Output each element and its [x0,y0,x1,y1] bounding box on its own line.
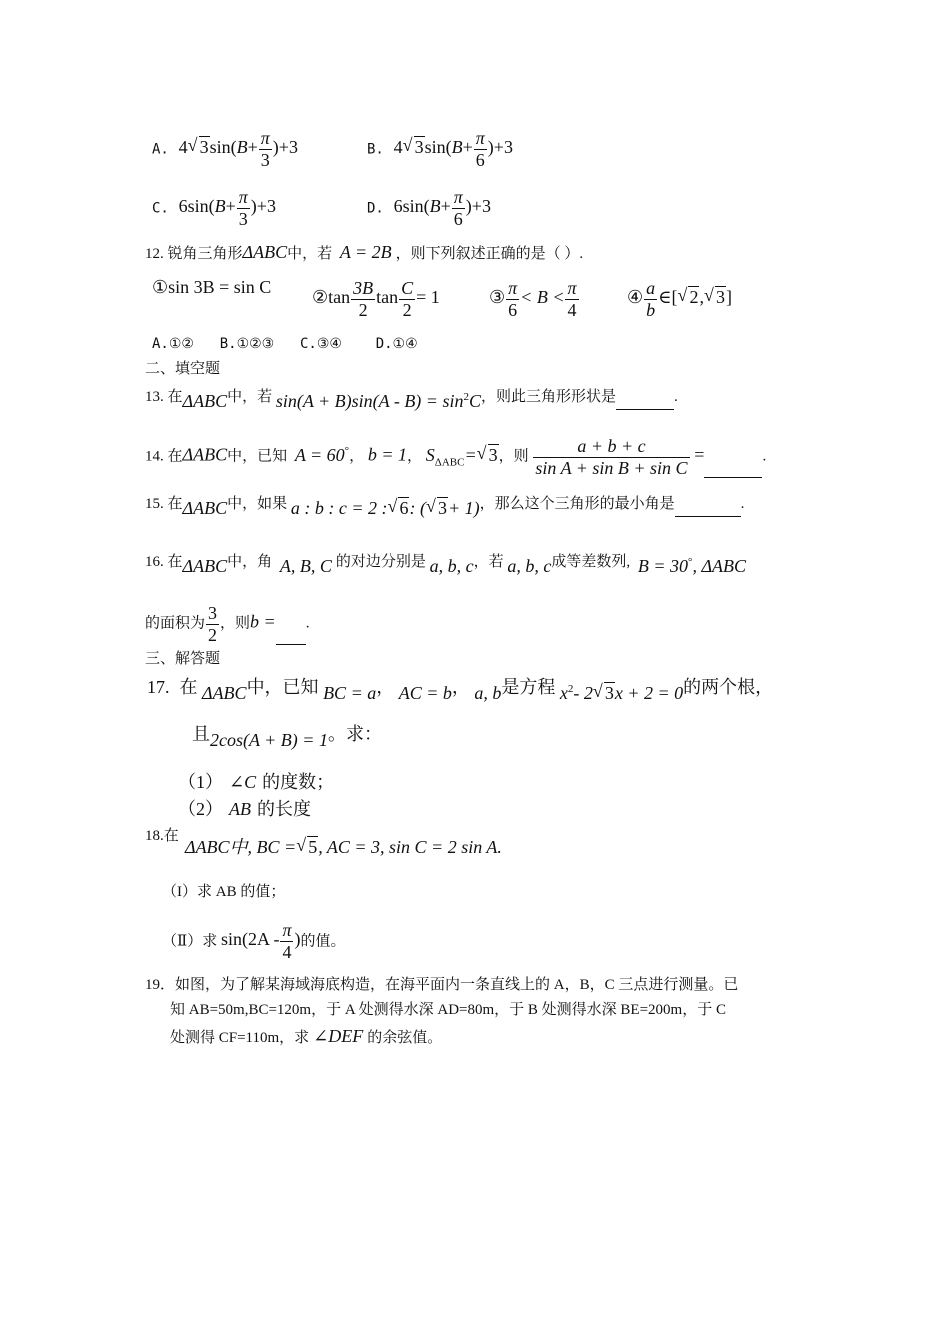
q15: 15. 在ΔABC中，如果 a : b : c = 2 :√ 6: (√ 3+ 1)，那么这个三角形的最小角是 . [145,497,744,517]
q13-answer-blank[interactable] [616,395,674,410]
q12-stem: 12. 锐角三角形ΔABC中，若 A = 2B ，则下列叙述正确的是（ ）. [145,242,584,262]
q12-statement-3: ③ $\frac{\pi}{6}$ < B < $\frac{\pi}{4}$ [489,278,577,320]
q14: 14. 在ΔABC中，已知 A = 60°， b = 1， $S_{\Delta ABC}=√$ 3，则 $\frac{a + b + c}{\text{sin A + sin B + sin C}}$ = . [145,436,766,478]
q18-part-2: （Ⅱ）求 sin(2A - $\frac{\pi}{4}$ )的值。 [162,920,346,962]
q12-statement-2: ②tan $\frac{3B}{2}$ tan $\frac{C}{2}$ = 1 [312,278,440,320]
q11-option-b: B. 4√ 3sin(B+ $\frac{\pi}{6}$ )+3 [367,128,513,170]
q18-part-1: （I）求 AB 的值； [162,884,286,900]
q16-line-2: 的面积为 $\frac{3}{2}$ ，则b = . [145,603,310,645]
q17-part-2: （2） AB 的长度 [178,799,311,819]
q17-line-1: 17. 在 ΔABC中，已知 BC = a， AC = b， a, b是方程 $x^2-$ 2√ 3x + 2 = 0的两个根， [147,678,773,702]
q16-answer-blank[interactable] [276,630,306,645]
q11-option-c: C. 6sin(B+ $\frac{\pi}{3}$ )+3 [152,187,276,229]
q11-option-a: A. 4√ 3sin(B+ $\frac{\pi}{3}$ )+3 [152,128,298,170]
q18-number: 18.在 [145,828,179,844]
q15-answer-blank[interactable] [675,502,741,517]
q12-statement-4: ④ $\frac{a}{b}$ ∈[√ 2,√ 3] [627,278,732,320]
q17-line-2: 且2cos(A + B) = 1。求： [192,724,382,750]
q18-stem: ΔABC中, BC =√ 5, AC = 3, sin C = 2 sin A. [185,838,502,857]
q11-option-d: D. 6sin(B+ $\frac{\pi}{6}$ )+3 [367,187,491,229]
q19-line-2: 知 AB=50m,BC=120m，于 A 处测得水深 AD=80m，于 B 处测得水深 BE=200m，于 C [170,1002,726,1018]
q17-part-1: （1） ∠C 的度数； [178,772,335,792]
section-answer-heading: 三、解答题 [145,651,221,667]
q12-statement-1: ①sin 3B = sin C [152,277,272,297]
q19-line-1: 19．如图，为了解某海域海底构造，在海平面内一条直线上的 A，B，C 三点进行测量。已 [145,977,739,993]
q12-choices: A.①② B.①②③ C.③④ D.①④ [152,336,418,352]
q16-line-1: 16. 在ΔABC中，角 A, B, C 的对边分别是 a, b, c，若 a, b, c成等差数列, B = 30°, ΔABC [145,554,747,576]
q13: 13. 在ΔABC中，若 $\sin(A + B)\sin(A - B) = \sin^2C$，则此三角形形状是 . [145,389,678,411]
section-fill-in-heading: 二、填空题 [145,361,221,377]
q14-answer-blank[interactable] [704,463,762,478]
q19-line-3: 处测得 CF=110m，求 ∠DEF 的余弦值。 [170,1026,443,1046]
